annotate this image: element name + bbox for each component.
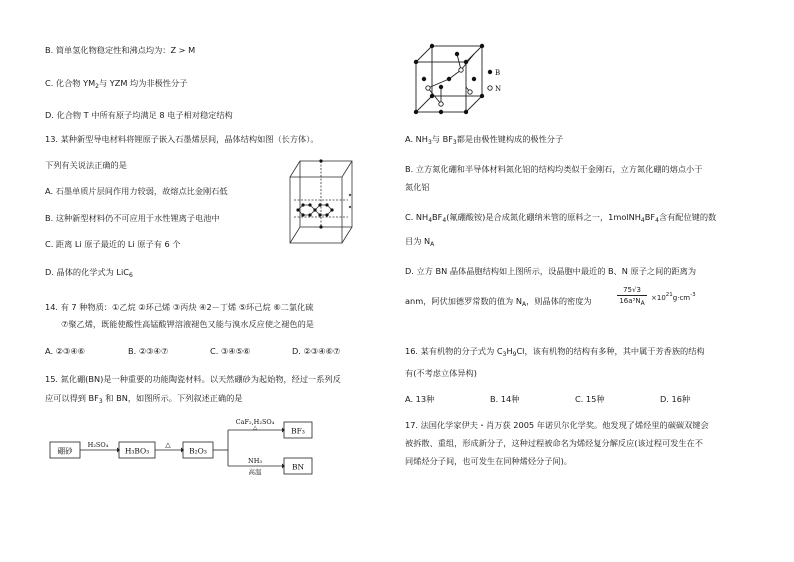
q12-option-d: D. 化合物 T 中所有原子均满足 8 电子相对稳定结构 xyxy=(45,110,233,120)
q12-option-b: B. 简单氢化物稳定性和沸点均为：Z > M xyxy=(45,45,196,55)
q17-line2: 被拆散、重组，形成新分子，这种过程被命名为烯烃复分解反应(该过程可发生在不 xyxy=(405,438,703,448)
legend-b-dot xyxy=(488,70,492,74)
bn-synthesis-flow xyxy=(40,416,320,482)
q13-option-d: D. 晶体的化学式为 LiC$_6$ xyxy=(45,267,133,279)
flow-text-borax: 硼砂 xyxy=(57,446,73,456)
q16-stem-line2: 有(不考虑立体异构) xyxy=(405,368,477,378)
legend-n-dot xyxy=(488,86,492,90)
density-fraction-denominator: 16a³NA xyxy=(619,297,645,307)
q17-line1: 17. 法国化学家伊夫・肖万获 2005 年诺贝尔化学奖。他发现了烯烃里的碳碳双键会 xyxy=(405,420,709,430)
q13-stem-line1: 13. 某种新型导电材料将锂原子嵌入石墨烯层间，晶体结构如图（长方体）。 xyxy=(45,134,319,144)
qbn-option-c-line1: C. $NH_4BF_4$(氟硼酸铵)是合成氮化硼纳米管的原料之一，$1molNH_4BF_4$含有配位键的数 xyxy=(405,212,717,224)
q16-stem-line1: 16. 某有机物的分子式为 $C_3H_9Cl$，该有机物的结构有多种，其中属于芳香族的结构 xyxy=(405,346,705,358)
q15-stem-line1: 15. 氮化硼(BN)是一种重要的功能陶瓷材料。以天然硼砂为起始物，经过一系列反 xyxy=(45,374,341,384)
q14-option-d: D. ②③④⑥⑦ xyxy=(292,346,341,356)
flow-text-nh3: NH₃ xyxy=(248,457,262,465)
q14-option-b: B. ②③④⑦ xyxy=(128,346,169,356)
qbn-option-d-line1: D. 立方 BN 晶体晶胞结构如上图所示，设晶胞中最近的 B、N 原子之间的距离为 xyxy=(405,266,697,276)
q12-option-c: C. 化合物 $YM_2$与 YZM 均为非极性分子 xyxy=(45,78,188,90)
legend-n-label: N xyxy=(495,85,502,93)
density-fraction-tail: $\times 10^{21}g\cdot cm^{-3}$ xyxy=(651,292,696,302)
q16-option-c: C. 15种 xyxy=(575,394,605,404)
q15-stem-line2: 应可以得到 $BF_3$ 和 BN，如图所示。下列叙述正确的是 xyxy=(45,393,243,405)
cubic-bn-cell-figure xyxy=(410,40,510,116)
q14-option-a: A. ②③④⑥ xyxy=(45,346,86,356)
qbn-option-b-line1: B. 立方氮化硼和半导体材料氮化铝的结构均类似于金刚石，立方氮化硼的熔点小于 xyxy=(405,164,703,174)
flow-text-high-temp: 高温 xyxy=(248,468,262,476)
qbn-option-c-line2: 目为 $N_A$ xyxy=(405,236,435,248)
q13-option-b: B. 这种新型材料仍不可应用于水性锂离子电池中 xyxy=(45,213,220,223)
li-graphite-crystal-figure xyxy=(284,155,356,247)
qbn-option-d-line2: anm，阿伏加德罗常数的值为 $N_A$，则晶体的密度为 xyxy=(405,296,592,308)
flow-text-heat1: △ xyxy=(165,441,171,449)
qbn-option-a: A. $NH_3$与 $BF_3$都是由极性键构成的极性分子 xyxy=(405,134,564,146)
flow-text-bf3: BF₃ xyxy=(291,426,305,436)
density-fraction-numerator: 75√3 xyxy=(617,286,647,296)
q14-option-c: C. ③④⑤⑥ xyxy=(210,346,251,356)
q16-option-a: A. 13种 xyxy=(405,394,435,404)
q17-line3: 同烯烃分子间，也可发生在同种烯烃分子间)。 xyxy=(405,456,572,466)
q13-option-a: A. 石墨单质片层间作用力较弱，故熔点比金刚石低 xyxy=(45,186,228,196)
flow-text-heat2: △ xyxy=(253,425,257,431)
qbn-option-b-line2: 氮化铝 xyxy=(405,182,430,192)
q16-option-d: D. 16种 xyxy=(660,394,691,404)
flow-text-bn: BN xyxy=(291,462,305,472)
flow-text-h3bo3: H₃BO₃ xyxy=(124,446,150,456)
legend-b-label: B xyxy=(495,69,501,77)
flow-text-b2o3: B₂O₃ xyxy=(189,446,207,456)
q16-option-b: B. 14种 xyxy=(490,394,520,404)
q14-stem-line2: ⑦聚乙烯，既能使酸性高锰酸钾溶液褪色又能与溴水反应使之褪色的是 xyxy=(61,319,314,329)
q13-option-c: C. 距离 Li 原子最近的 Li 原子有 6 个 xyxy=(45,239,181,249)
q13-stem-line2: 下列有关说法正确的是 xyxy=(45,160,127,170)
flow-text-h2so4: H₂SO₄ xyxy=(87,441,109,449)
flow-text-caf2: CaF₂,H₂SO₄ xyxy=(235,418,275,426)
q14-stem-line1: 14. 有 7 种物质：①乙烷 ②环己烯 ③丙炔 ④2－丁烯 ⑤环己烷 ⑥二氯化硫 xyxy=(45,302,314,312)
